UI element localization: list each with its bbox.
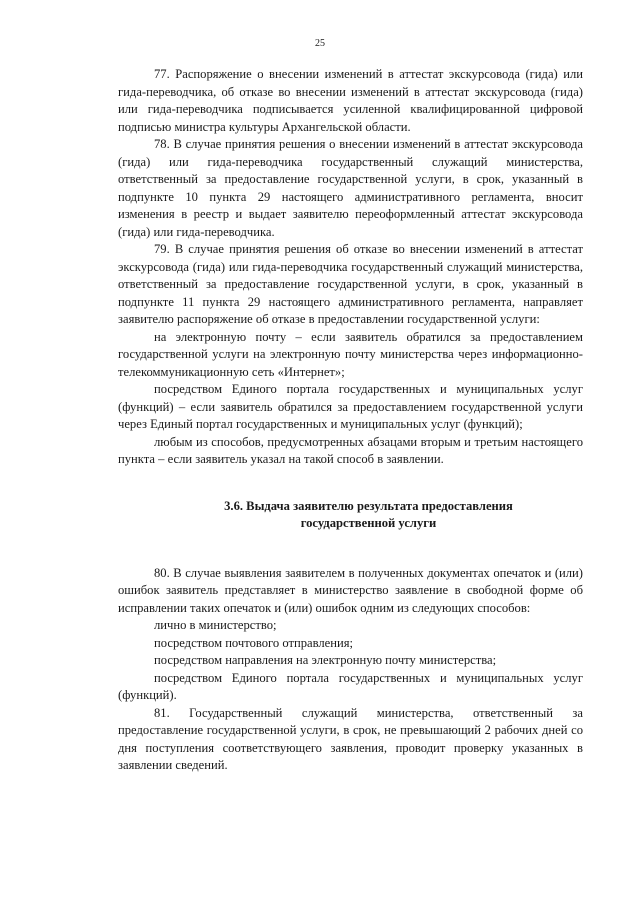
paragraph-80-item-email: посредством направления на электронную почту министерства; [154, 653, 497, 667]
paragraph-80-item-post: посредством почтового отправления; [154, 635, 354, 650]
page-number: 25 [315, 38, 325, 49]
paragraph-80: 80. В случае выявления заявителем в полученных документах опечаток и (или) ошибок заявитель представляет в министерство заявление в свободной форме об исправлении таких опечаток и (или) ошибок одним из следующих способов: [118, 565, 583, 615]
paragraph-79-item-any: любым из способов, предусмотренных абзацами вторым и третьим настоящего пункта – если заявитель указал на такой способ в заявлении. [118, 434, 583, 466]
section-heading-line2: государственной услуги [300, 516, 437, 530]
paragraph-81: 81. Государственный служащий министерства, ответственный за предоставление государственной услуги, в срок, не превышающий 2 рабочих дней со дня поступления соответствующего заявления, проводит проверку указанных в заявлении сведений. [118, 705, 583, 772]
section-heading-line1: 3.6. Выдача заявителю результата предоставления [224, 498, 513, 513]
paragraph-79-item-portal: посредством Единого портала государственных и муниципальных услуг (функций) – если заявитель обратился за предоставлением государственной услуги через Единый портал государственных и муниципальных услуг (функций); [118, 382, 583, 431]
paragraph-78: 78. В случае принятия решения о внесении изменений в аттестат экскурсовода (гида) или гида-переводчика государственный служащий министерства, ответственный за предоставление государственной услуги, в срок, указанный в подпункте 10 пункта 29 настоящего административного регламента, вносит изменения в реестр и выдает заявителю переоформленный аттестат экскурсовода (гида) или гида-переводчика. [118, 137, 583, 239]
section-heading [118, 498, 583, 533]
document-body [118, 66, 583, 775]
paragraph-77: 77. Распоряжение о внесении изменений в аттестат экскурсовода (гида) или гида-переводчика, об отказе во внесении изменений в аттестат экскурсовода (гида) или гида-переводчика подписывается усиленной квалифицированной цифровой подписью министра культуры Архангельской области. [118, 67, 583, 134]
paragraph-80-item-in-person: лично в министерство; [154, 618, 277, 632]
paragraph-79: 79. В случае принятия решения об отказе во внесении изменений в аттестат экскурсовода (гида) или гида-переводчика государственный служащий министерства, ответственный за предоставление государственной услуги, в срок, указанный в подпункте 11 пункта 29 настоящего административного регламента, направляет заявителю распоряжение об отказе в предоставлении государственной услуги: [118, 242, 583, 326]
paragraph-79-item-email: на электронную почту – если заявитель обратился за предоставлением государственной услуги на электронную почту министерства через информационно-телекоммуникационную сеть «Интернет»; [118, 329, 583, 379]
paragraph-80-item-portal: посредством Единого портала государственных и муниципальных услуг (функций). [118, 670, 583, 702]
